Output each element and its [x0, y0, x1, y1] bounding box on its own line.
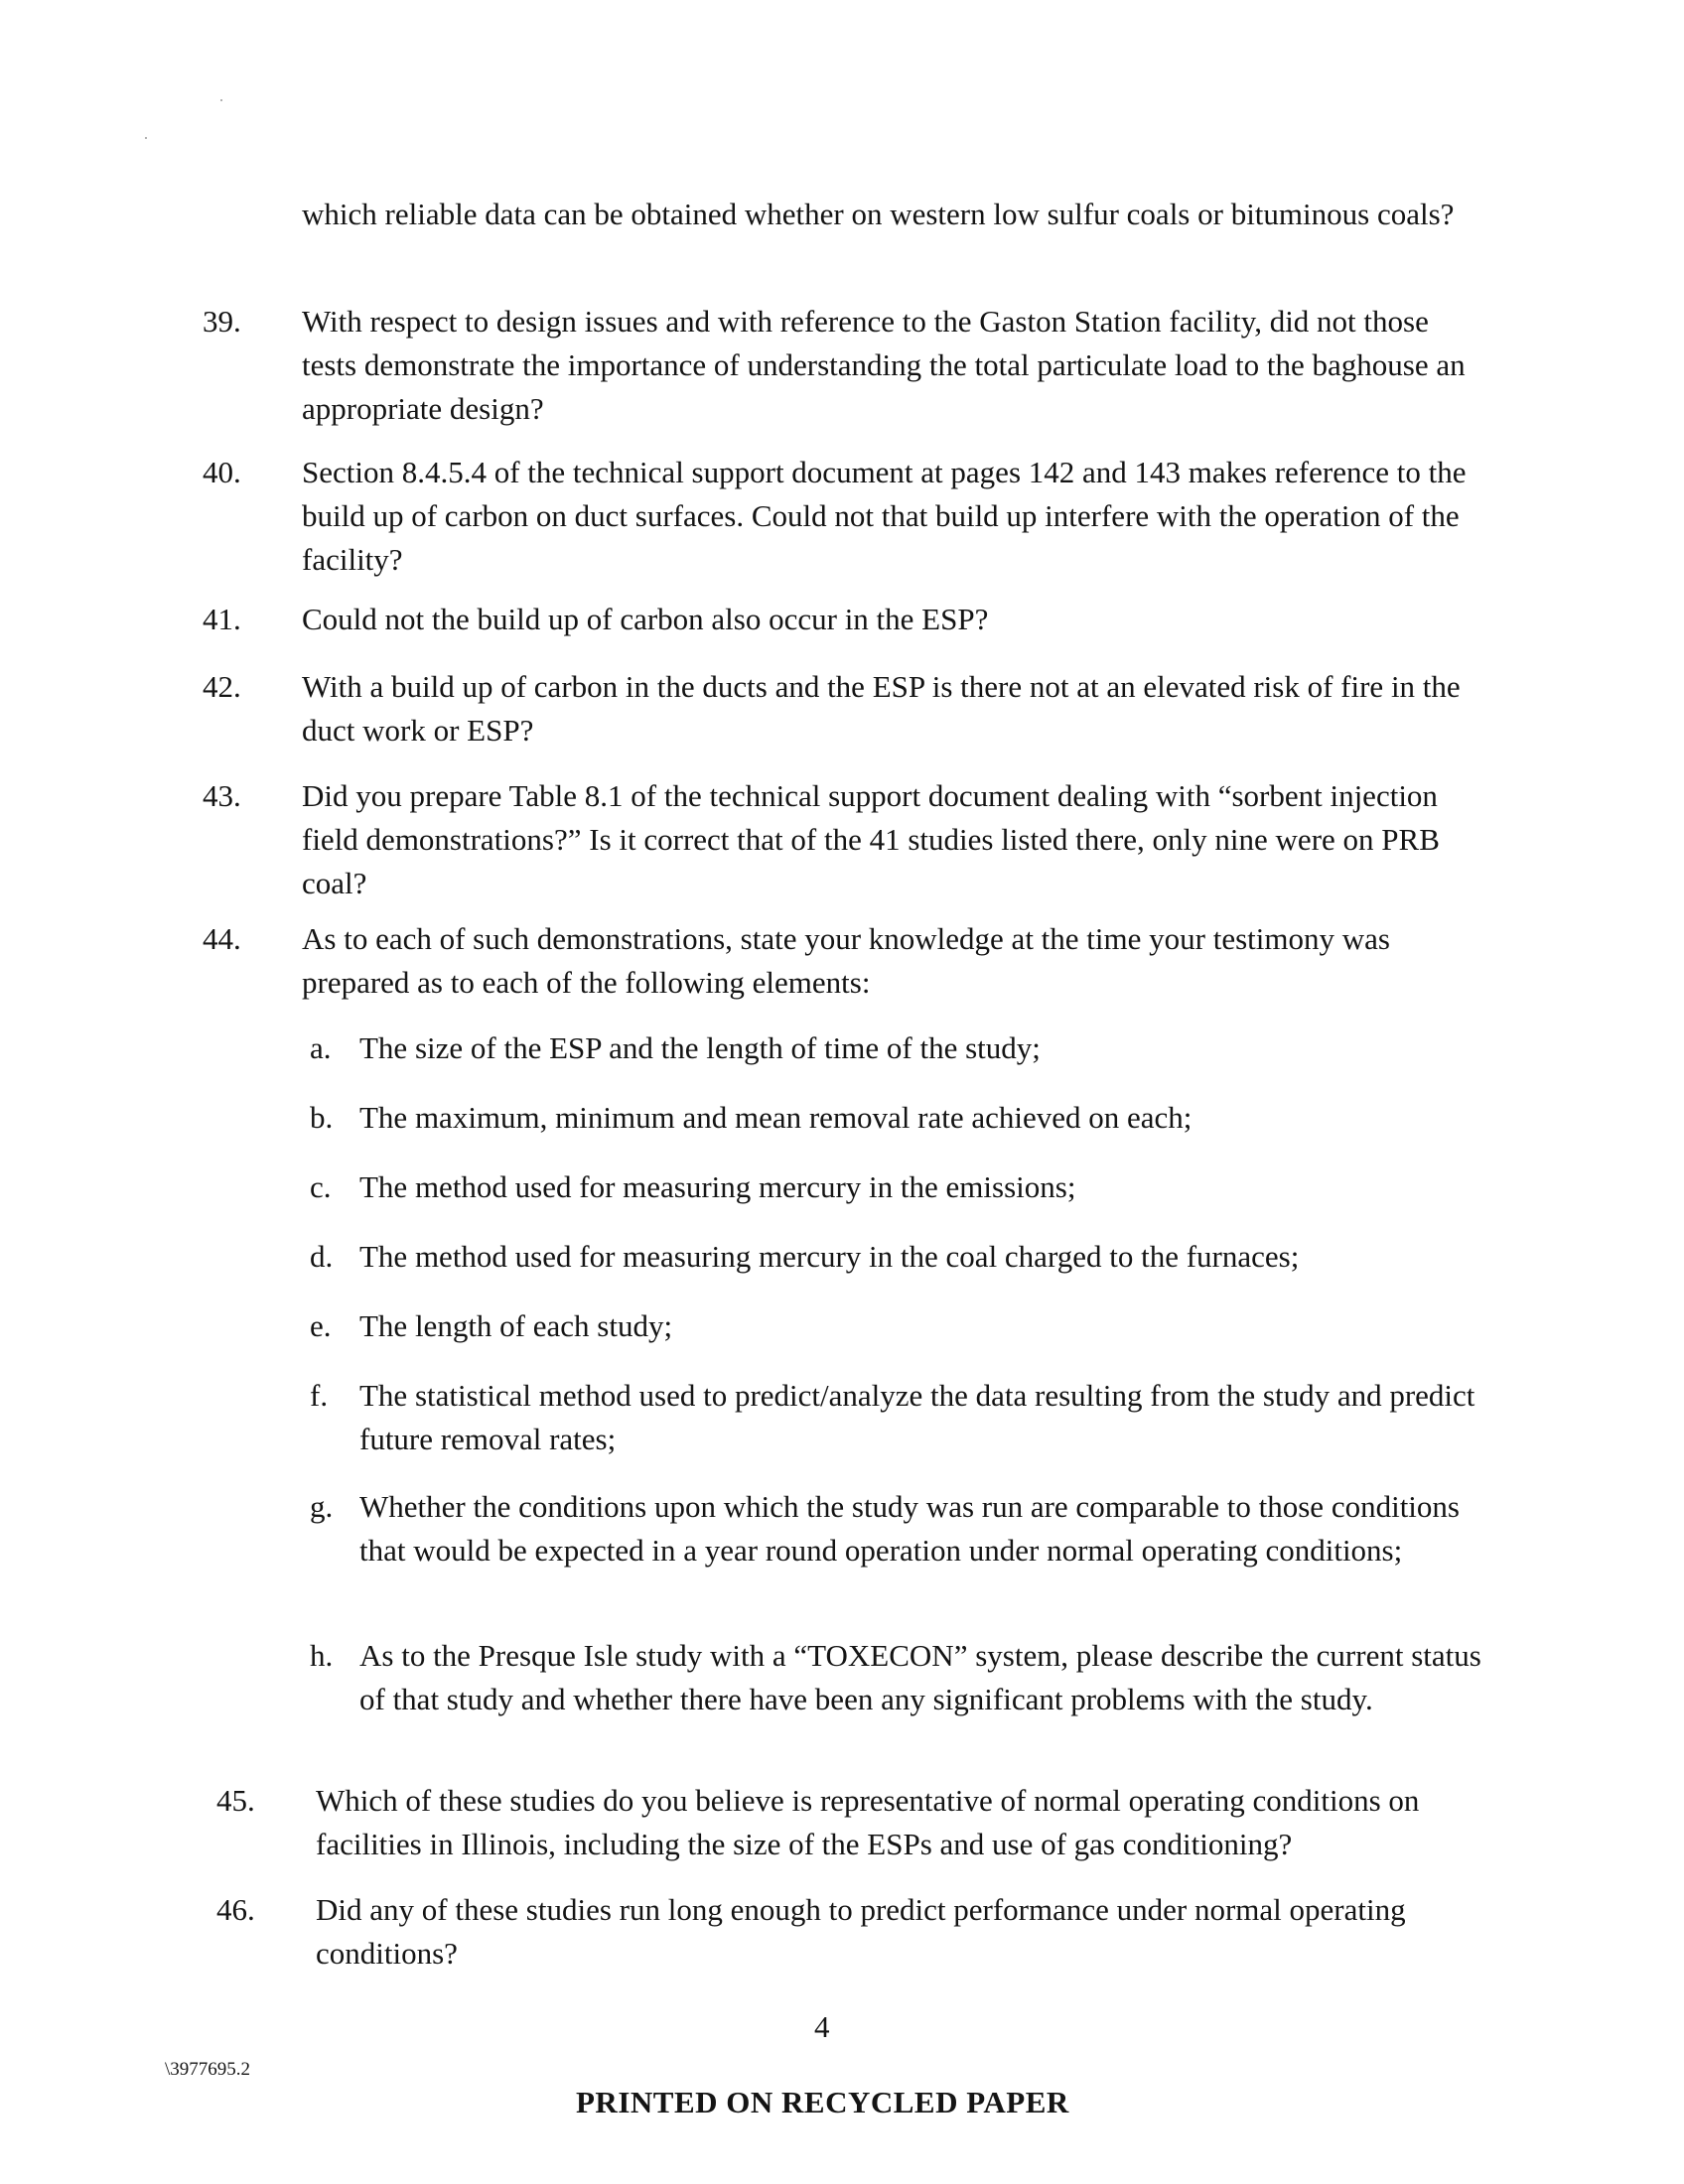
question-number: 42.: [203, 669, 241, 704]
question-text: Did any of these studies run long enough to predict performance under normal operating conditions?: [316, 1892, 1406, 1971]
question-number: 41.: [203, 602, 241, 636]
scan-speck: [145, 137, 147, 139]
question-text: Could not the build up of carbon also occur in the ESP?: [302, 602, 989, 636]
sub-item-letter: a.: [310, 1030, 332, 1065]
question-text: Did you prepare Table 8.1 of the technical support document dealing with “sorbent injection field demonstrations?” Is it correct that of the 41 studies listed there, only nine were on PRB coal?: [302, 778, 1440, 900]
sub-item-text: The method used for measuring mercury in the coal charged to the furnaces;: [359, 1239, 1300, 1274]
continuation-paragraph: which reliable data can be obtained whether on western low sulfur coals or bituminous coals?: [302, 197, 1455, 231]
question-text: With respect to design issues and with reference to the Gaston Station facility, did not those tests demonstrate the importance of understanding the total particulate load to the baghouse an appropriate design?: [302, 304, 1466, 426]
document-id: \3977695.2: [165, 2059, 251, 2080]
sub-item-letter: g.: [310, 1489, 334, 1524]
question-number: 43.: [203, 778, 241, 813]
sub-item-letter: e.: [310, 1308, 332, 1343]
question-text: Section 8.4.5.4 of the technical support document at pages 142 and 143 makes reference to the build up of carbon on duct surfaces. Could not that build up interfere with the operation of the facility?: [302, 455, 1467, 577]
question-number: 40.: [203, 455, 241, 489]
sub-item-text: The size of the ESP and the length of time of the study;: [359, 1030, 1041, 1065]
question-text: As to each of such demonstrations, state your knowledge at the time your testimony was prepared as to each of the following elements:: [302, 921, 1390, 1000]
sub-item-letter: f.: [310, 1378, 329, 1413]
sub-item-text: The method used for measuring mercury in the emissions;: [359, 1169, 1076, 1204]
sub-item-letter: c.: [310, 1169, 332, 1204]
sub-item-text: The length of each study;: [359, 1308, 673, 1343]
sub-item-text: The maximum, minimum and mean removal rate achieved on each;: [359, 1100, 1193, 1135]
question-text: Which of these studies do you believe is representative of normal operating conditions on facilities in Illinois, including the size of the ESPs and use of gas conditioning?: [316, 1783, 1420, 1861]
sub-item-letter: b.: [310, 1100, 334, 1135]
sub-item-letter: h.: [310, 1638, 334, 1673]
question-number: 45.: [216, 1783, 255, 1818]
sub-item-text: Whether the conditions upon which the study was run are comparable to those conditions that would be expected in a year round operation under normal operating conditions;: [359, 1489, 1460, 1568]
question-number: 44.: [203, 921, 241, 956]
question-number: 46.: [216, 1892, 255, 1927]
page-number: 4: [814, 2009, 830, 2044]
question-number: 39.: [203, 304, 241, 339]
scan-speck: [220, 99, 222, 101]
recycled-paper-banner: PRINTED ON RECYCLED PAPER: [576, 2085, 1069, 2119]
sub-item-letter: d.: [310, 1239, 334, 1274]
sub-item-text: The statistical method used to predict/analyze the data resulting from the study and predict future removal rates;: [359, 1378, 1475, 1456]
sub-item-text: As to the Presque Isle study with a “TOXECON” system, please describe the current status of that study and whether there have been any significant problems with the study.: [359, 1638, 1481, 1716]
question-text: With a build up of carbon in the ducts and the ESP is there not at an elevated risk of fire in the duct work or ESP?: [302, 669, 1461, 748]
